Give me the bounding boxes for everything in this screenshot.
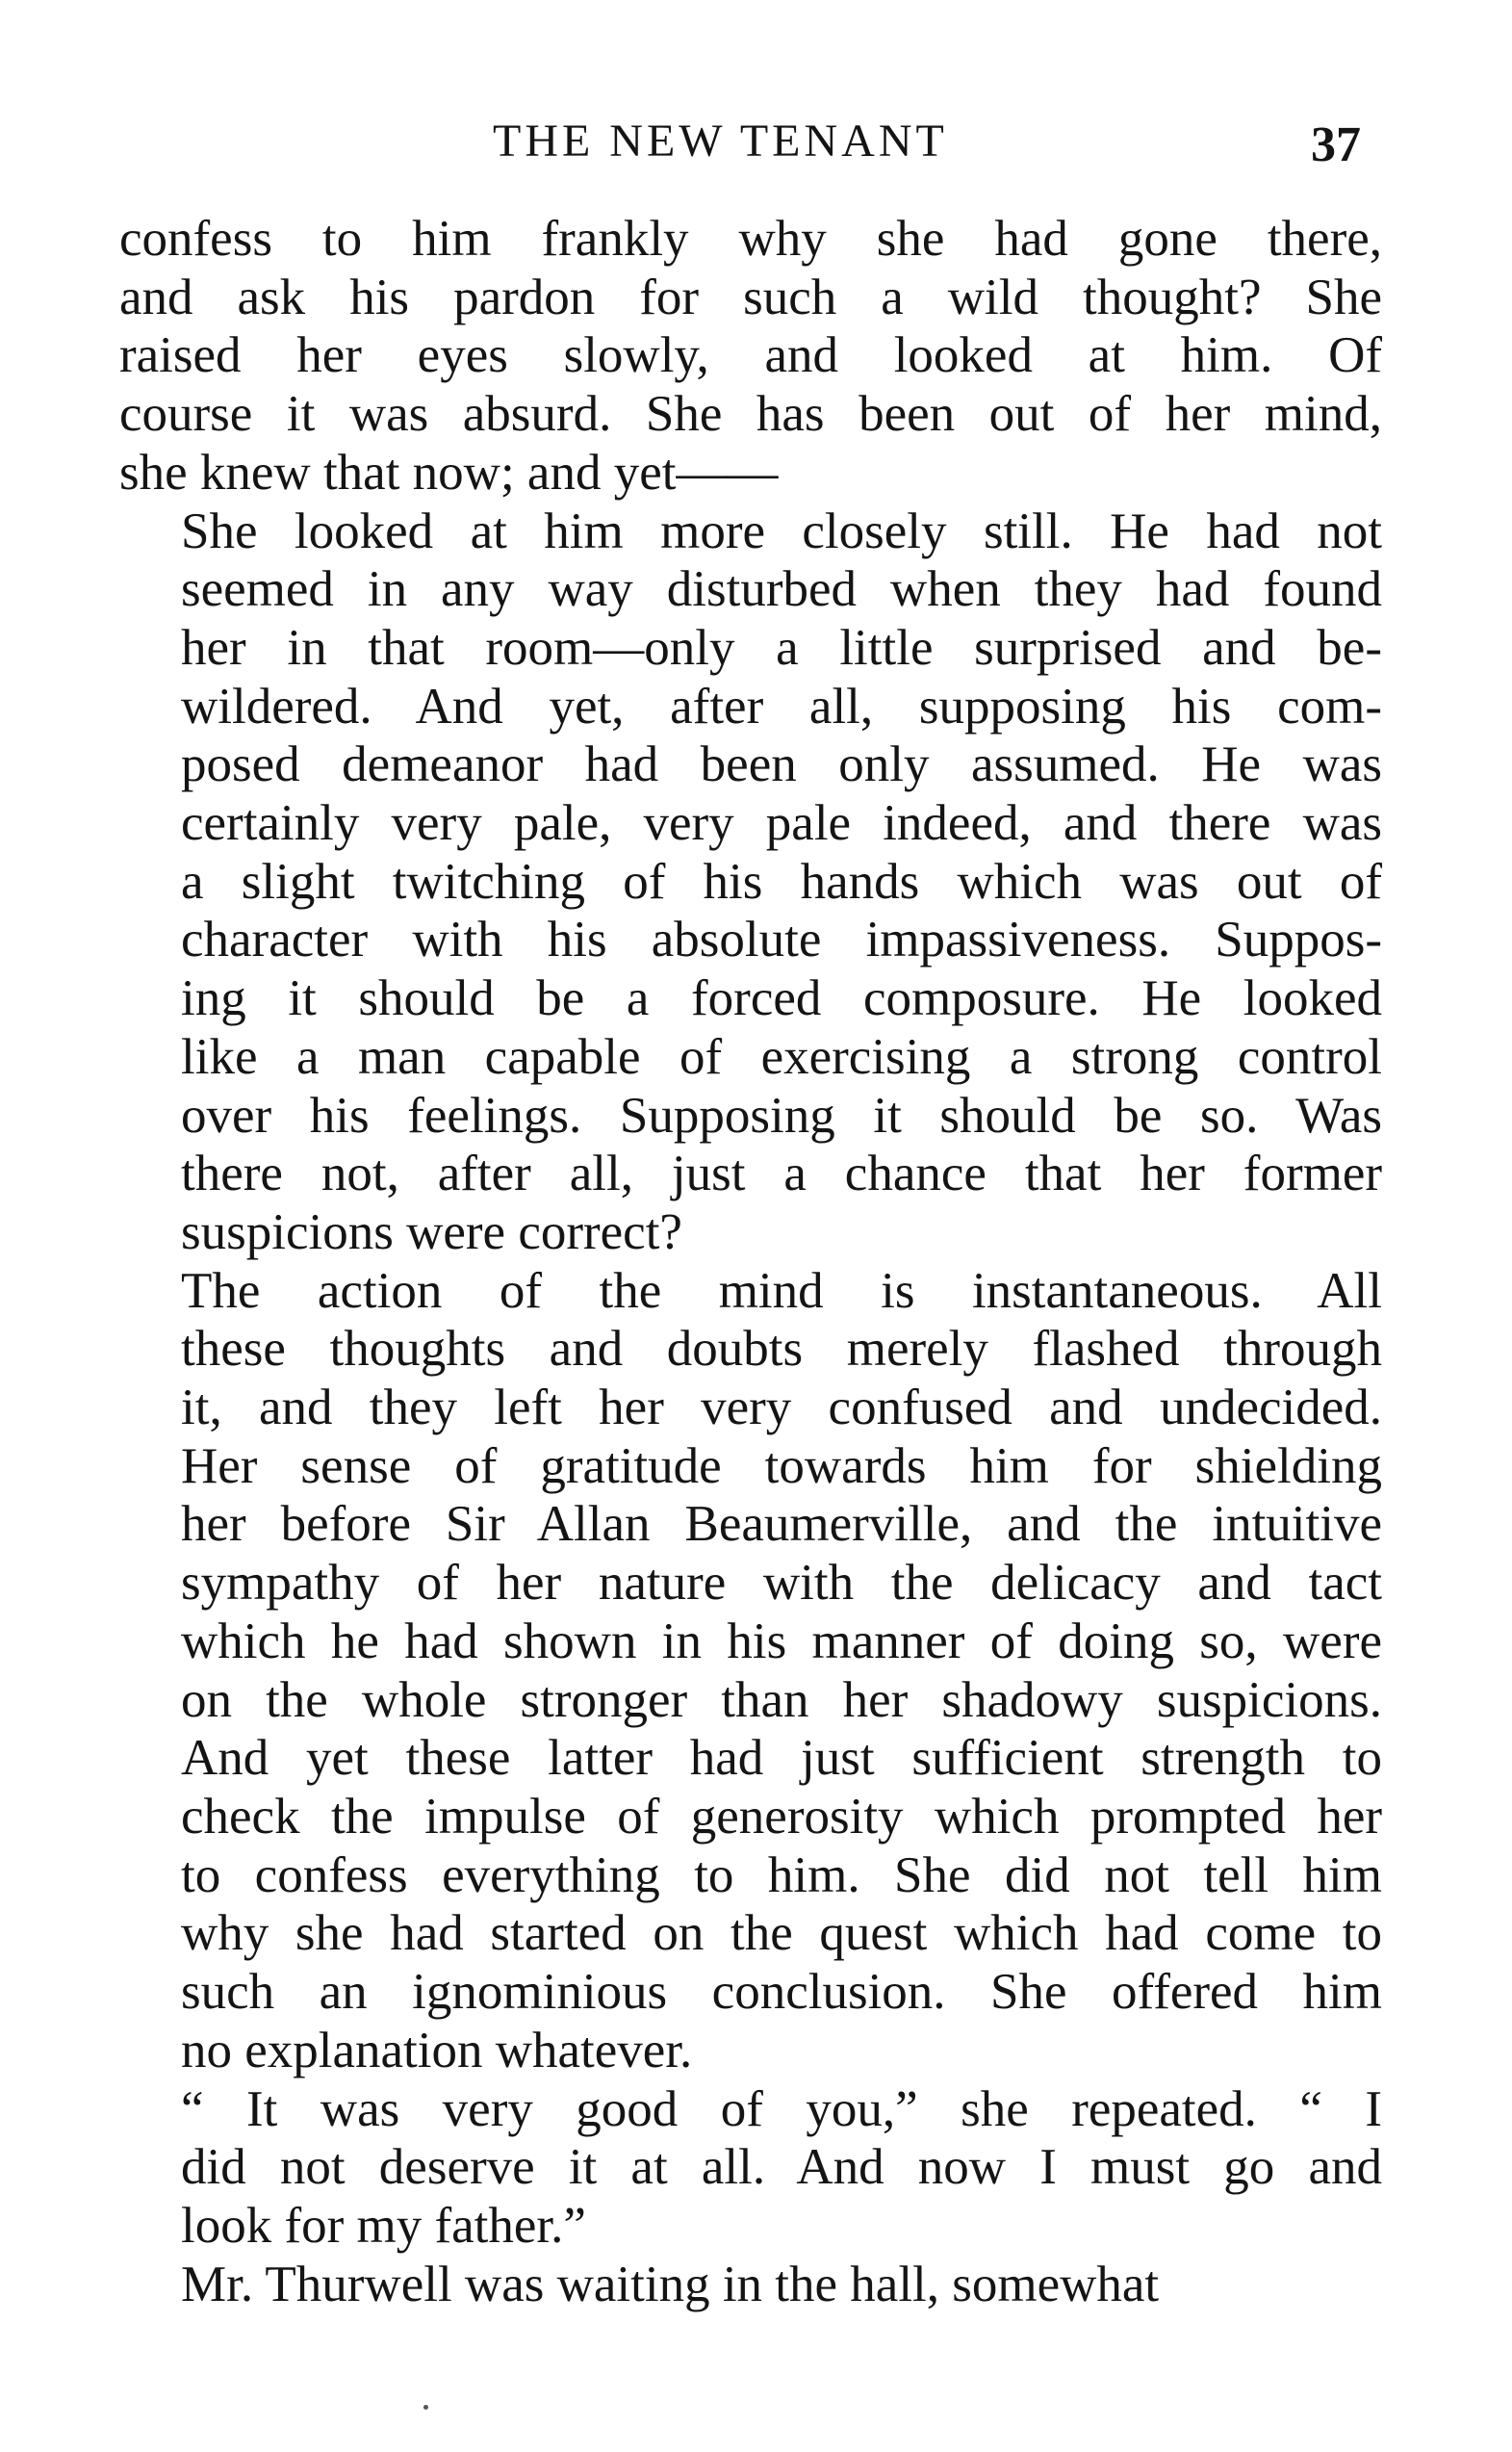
text-line: “ It was very good of you,” she repeated. “ I	[181, 2080, 1382, 2137]
text-line: a slight twitching of his hands which was out of	[181, 853, 1382, 910]
text-line: her in that room—only a little surprised and be-	[181, 619, 1382, 676]
paragraph	[119, 2080, 1382, 2256]
text-line: she knew that now; and yet——	[119, 444, 779, 501]
text-line: certainly very pale, very pale indeed, and there was	[181, 795, 1382, 852]
body-text	[119, 210, 1382, 2313]
text-line: The action of the mind is instantaneous. All	[181, 1262, 1382, 1319]
page-header	[0, 108, 1512, 175]
text-line: course it was absurd. She has been out of her mind,	[119, 386, 1382, 443]
text-line: on the whole stronger than her shadowy suspicions.	[181, 1671, 1382, 1728]
text-line: did not deserve it at all. And now I must go and	[181, 2139, 1382, 2196]
text-line: like a man capable of exercising a strong control	[181, 1028, 1382, 1085]
text-line: no explanation whatever.	[181, 2022, 693, 2078]
text-line: such an ignominious conclusion. She offered him	[181, 1964, 1382, 2021]
text-line: there not, after all, just a chance that her former	[181, 1146, 1382, 1202]
paragraph	[119, 503, 1382, 1262]
text-line: Mr. Thurwell was waiting in the hall, somewhat	[181, 2256, 1160, 2312]
text-line: sympathy of her nature with the delicacy and tact	[181, 1555, 1382, 1612]
text-line: She looked at him more closely still. He had not	[181, 503, 1382, 559]
text-line: check the impulse of generosity which prompted her	[181, 1788, 1382, 1845]
text-line: her before Sir Allan Beaumerville, and the intuitive	[181, 1496, 1382, 1553]
text-line: suspicions were correct?	[181, 1203, 682, 1260]
paragraph	[119, 2256, 1382, 2314]
print-speck	[423, 2405, 428, 2410]
text-line: character with his absolute impassiveness. Suppos-	[181, 912, 1382, 968]
text-line: it, and they left her very confused and undecided.	[181, 1380, 1382, 1436]
text-line: And yet these latter had just sufficient strength to	[181, 1730, 1382, 1787]
text-line: Her sense of gratitude towards him for shielding	[181, 1437, 1382, 1494]
text-line: these thoughts and doubts merely flashed through	[181, 1321, 1382, 1378]
text-line: raised her eyes slowly, and looked at him. Of	[119, 327, 1382, 384]
text-line: seemed in any way disturbed when they had found	[181, 561, 1382, 618]
text-line: posed demeanor had been only assumed. He was	[181, 736, 1382, 793]
running-title: THE NEW TENANT	[493, 116, 948, 167]
paragraph	[119, 210, 1382, 503]
text-line: and ask his pardon for such a wild thought? She	[119, 269, 1382, 325]
text-line: over his feelings. Supposing it should be so. Was	[181, 1087, 1382, 1144]
page-number: 37	[1311, 117, 1361, 172]
text-line: to confess everything to him. She did not tell him	[181, 1846, 1382, 1903]
text-line: why she had started on the quest which had come to	[181, 1905, 1382, 1962]
text-line: confess to him frankly why she had gone there,	[119, 211, 1382, 267]
paragraph	[119, 1262, 1382, 2080]
text-line: which he had shown in his manner of doing so, were	[181, 1613, 1382, 1669]
text-line: look for my father.”	[181, 2197, 586, 2254]
text-line: ing it should be a forced composure. He looked	[181, 970, 1382, 1027]
text-line: wildered. And yet, after all, supposing his com-	[181, 678, 1382, 735]
